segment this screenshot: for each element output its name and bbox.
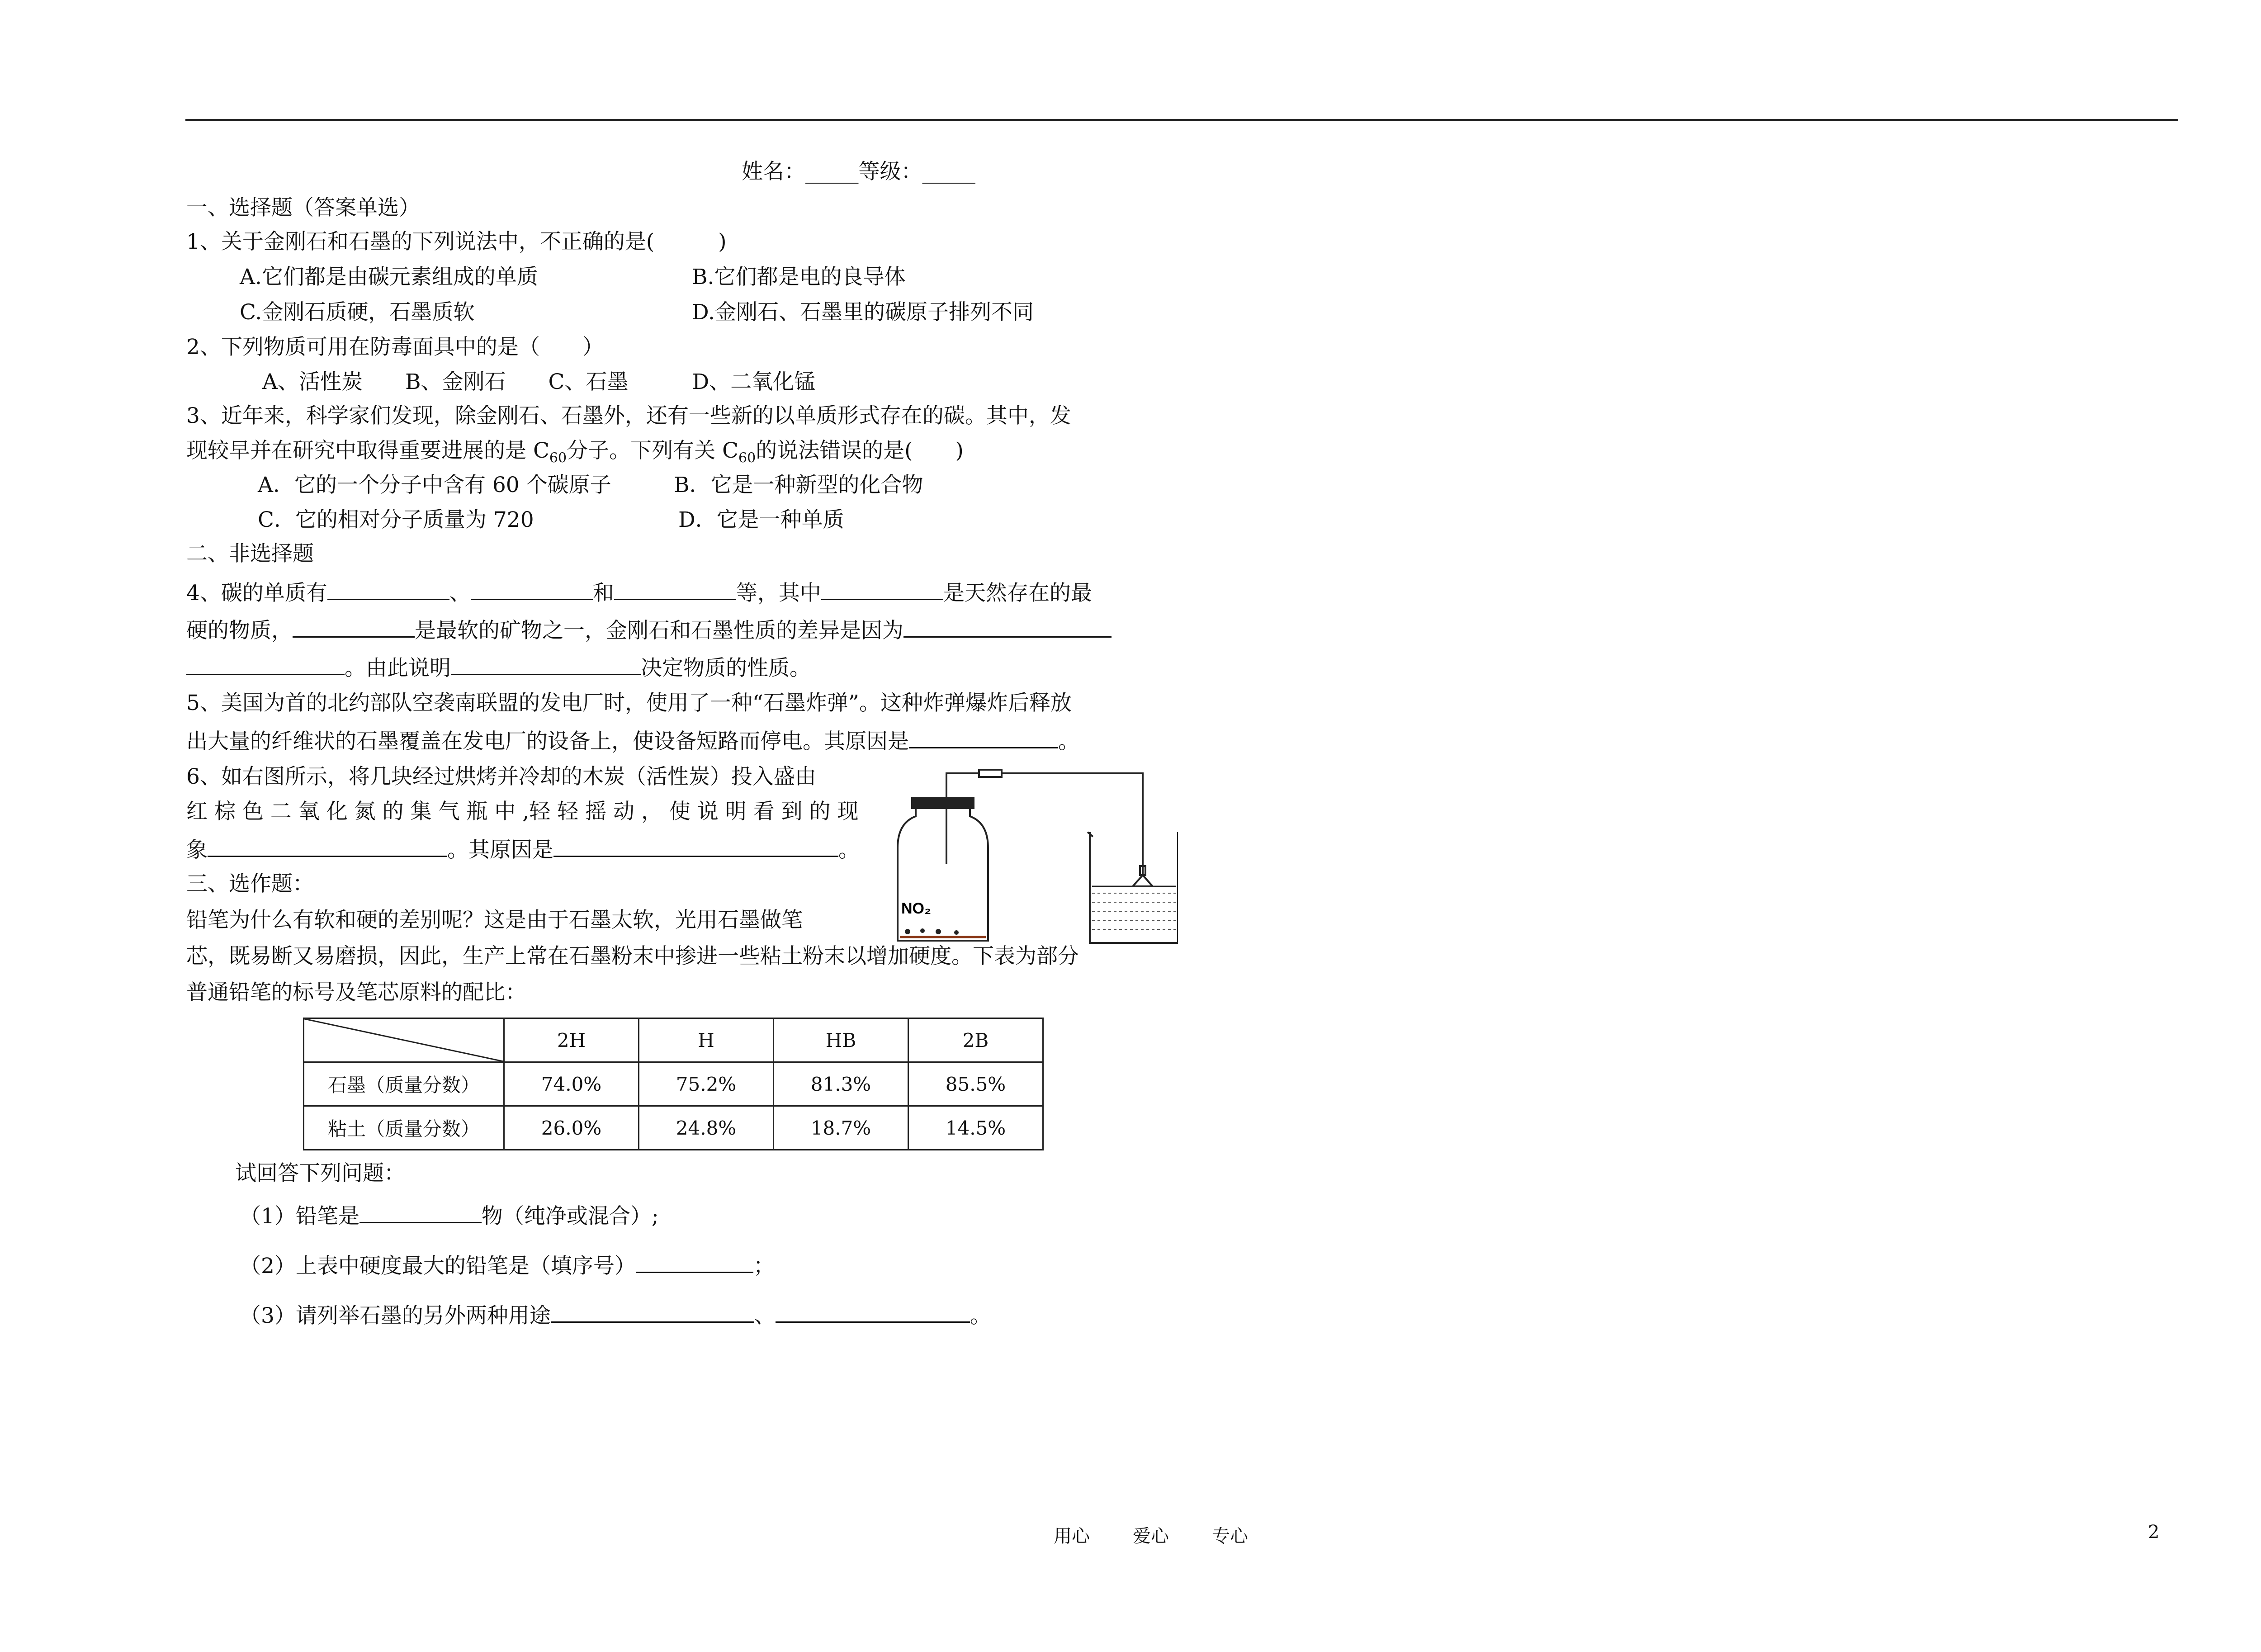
blank[interactable] [636,1248,753,1273]
q6-line1: 6、如右图所示，将几块经过烘烤并冷却的木炭（活性炭）投入盛由 [186,764,816,789]
section3-para1: 铅笔为什么有软和硬的差别呢？这是由于石墨太软，光用石墨做笔 [186,908,803,933]
blank[interactable] [327,575,449,600]
section3-para2: 芯，既易断又易磨损，因此，生产上常在石墨粉末中掺进一些粘土粉末以增加硬度。下表为部分 [186,944,1079,969]
blank[interactable] [451,650,641,675]
q3-option-b: B．它是一种新型的化合物 [674,473,923,497]
header-rule [185,119,2178,121]
table-cell: 18.7% [774,1106,908,1150]
q1-option-c: C.金刚石质硬，石墨质软 [240,300,475,325]
subquestion-2: （2）上表中硬度最大的铅笔是（填序号） ； [240,1248,775,1282]
q1-option-b: B.它们都是电的良导体 [692,265,906,289]
section3-title: 三、选作题： [186,871,314,896]
table-header: 2B [908,1018,1043,1062]
blank[interactable] [186,650,345,675]
blank[interactable] [293,613,415,638]
footer-motto-2: 爱心 [1133,1526,1169,1547]
q4-line1: 4、碳的单质有 、 和 等，其中 是天然存在的最 [186,575,1092,609]
table-cell: 24.8% [639,1106,774,1150]
table-cell: 26.0% [504,1106,639,1150]
table-cell: 85.5% [908,1062,1043,1106]
blank[interactable] [551,1298,754,1323]
name-grade-line: 姓名：_____等级：_____ [742,159,975,184]
table-cell: 75.2% [639,1062,774,1106]
table-cell: 74.0% [504,1062,639,1106]
section3-para3: 普通铅笔的标号及笔芯原料的配比： [186,980,526,1005]
row-label: 粘土（质量分数） [304,1106,504,1150]
blank[interactable] [359,1198,482,1223]
table-row [304,1106,1043,1150]
footer-motto-1: 用心 [1054,1526,1090,1547]
blank[interactable] [208,832,447,857]
blank[interactable] [614,575,736,600]
table-cell: 81.3% [774,1062,908,1106]
blank[interactable] [903,613,1112,638]
q1-stem: 1、关于金刚石和石墨的下列说法中，不正确的是( ) [186,229,727,254]
footer-motto-3: 专心 [1212,1526,1248,1547]
q3-stem-line1: 3、近年来，科学家们发现，除金刚石、石墨外，还有一些新的以单质形式存在的碳。其中，发 [186,403,1071,428]
q3-option-d: D．它是一种单质 [678,507,844,532]
blank[interactable] [821,575,943,600]
table-header: HB [774,1018,908,1062]
row-label: 石墨（质量分数） [304,1062,504,1106]
blank[interactable] [471,575,593,600]
q6-line2: 红 棕 色 二 氧 化 氮 的 集 气 瓶 中 ,轻 轻 摇 动 ， 使 说 明 看 到 的 现 [186,799,859,824]
table-corner-cell [304,1018,504,1062]
q6-line3: 象 。其原因是 。 [186,832,860,866]
table-header-row [304,1018,1043,1062]
blank[interactable] [909,724,1058,748]
table-cell: 14.5% [908,1106,1043,1150]
questions-intro: 试回答下列问题： [235,1161,405,1186]
q5-line2: 出大量的纤维状的石墨覆盖在发电厂的设备上，使设备短路而停电。其原因是 。 [186,724,1079,757]
q3-option-a: A．它的一个分子中含有 60 个碳原子 [258,473,611,497]
q4-line2: 硬的物质， 是最软的矿物之一，金刚石和石墨性质的差异是因为 [186,613,1112,647]
pencil-ratio-table [303,1018,1044,1150]
section2-title: 二、非选择题 [186,541,314,566]
no2-label: NO₂ [901,900,932,917]
blank[interactable] [776,1298,970,1323]
section1-title: 一、选择题（答案单选） [186,195,420,220]
diagonal-line [304,1019,503,1061]
q3-stem-line2: 现较早并在研究中取得重要进展的是 $C_{60}$分子。下列有关 $C_{60}$的说法错误的是( ) [186,438,964,466]
q1-option-d: D.金刚石、石墨里的碳原子排列不同 [692,300,1034,325]
table-header: H [639,1018,774,1062]
q3-option-c: C．它的相对分子质量为 720 [258,507,534,532]
table-header: 2H [504,1018,639,1062]
q1-option-a: A.它们都是由碳元素组成的单质 [240,265,538,289]
gas-bottle-beaker-figure [889,764,1178,945]
subquestion-3: （3）请列举石墨的另外两种用途 、 。 [240,1298,991,1332]
subquestion-1: （1）铅笔是 物（纯净或混合）; [240,1198,659,1232]
blank[interactable] [553,832,838,857]
q4-line3: 。由此说明 决定物质的性质。 [186,650,811,684]
page-number: 2 [2148,1522,2160,1543]
q2-options: A、活性炭 B、金刚石 C、石墨 D、二氧化锰 [262,369,816,394]
table-row [304,1062,1043,1106]
q2-stem: 2、下列物质可用在防毒面具中的是（ ） [186,335,604,360]
q5-line1: 5、美国为首的北约部队空袭南联盟的发电厂时，使用了一种“石墨炸弹”。这种炸弹爆炸后释放 [186,691,1072,715]
